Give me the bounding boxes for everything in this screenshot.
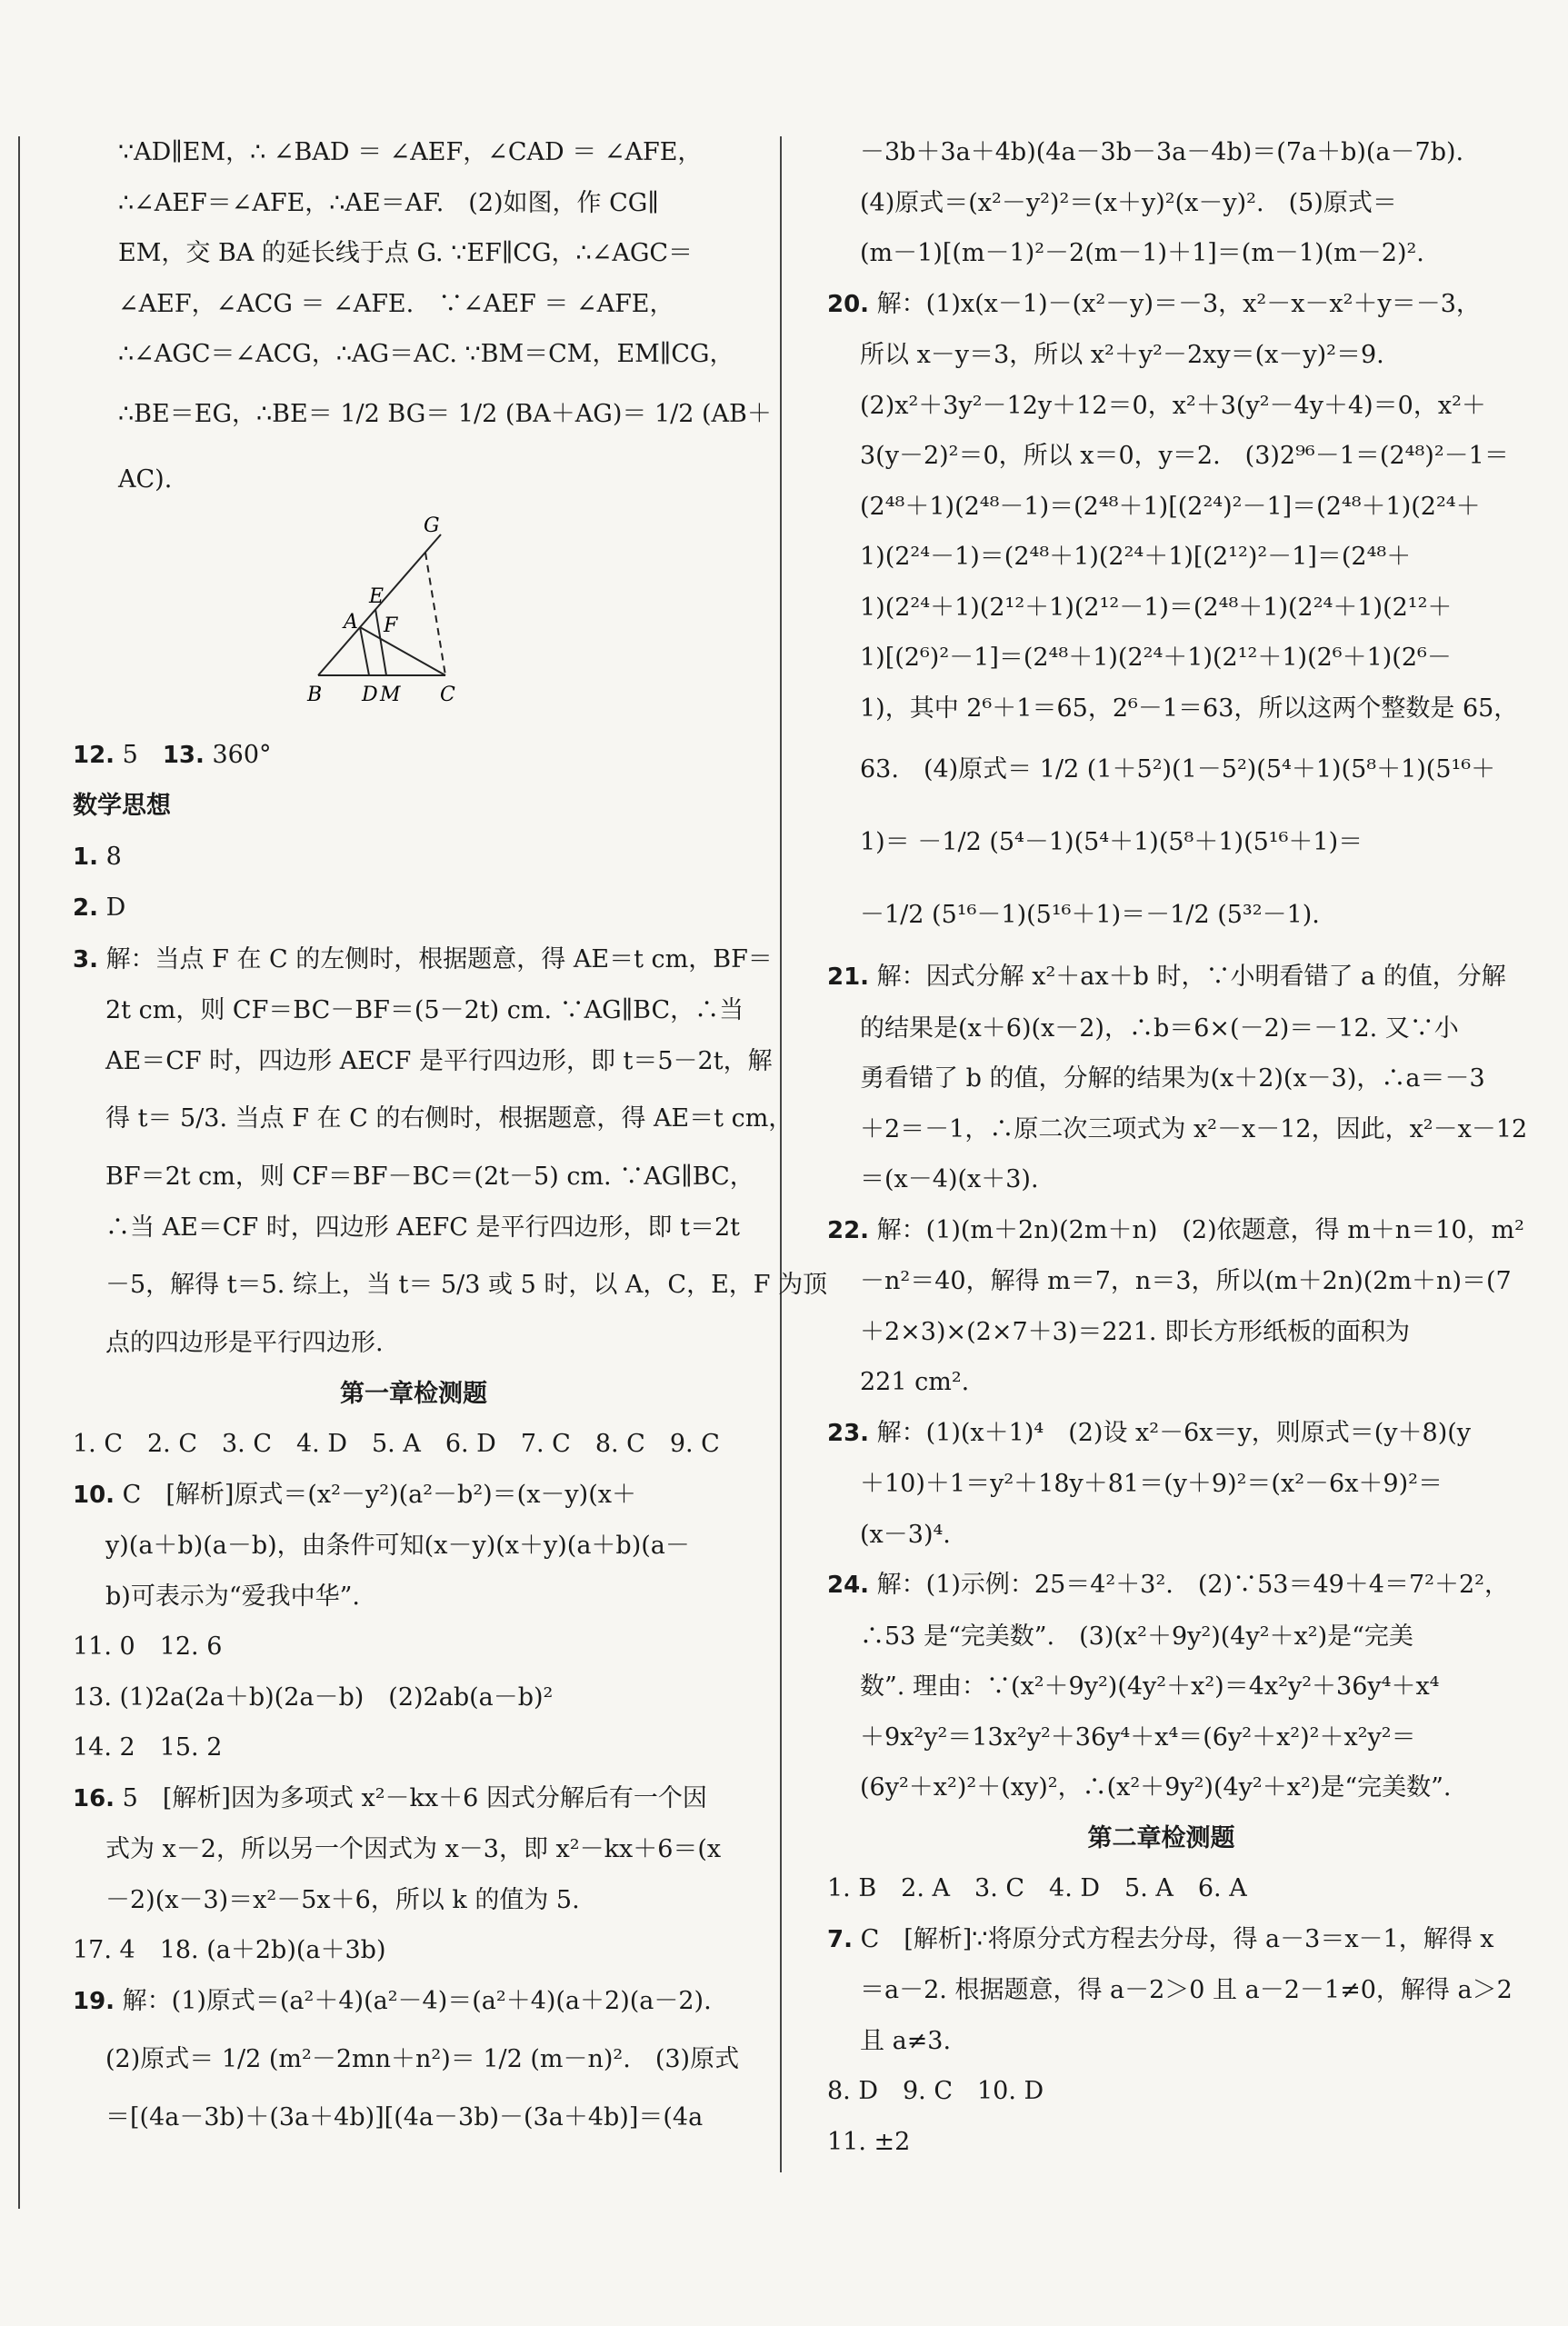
- q20-body: [827, 330, 1519, 952]
- ch2-q7-first: 7. C [解析]∵将原分式方程去分母，得 a－3＝x－1，解得 x: [827, 1924, 1494, 1953]
- text-line: ＝a－2. 根据题意，得 a－2＞0 且 a－2－1≠0，解得 a＞2: [860, 1976, 1513, 2004]
- q21-body: [827, 1003, 1528, 1205]
- ch1-q16-first: 16. 5 [解析]因为多项式 x²－kx＋6 因式分解后有一个因: [73, 1783, 707, 1812]
- answer-2: 2. D: [73, 893, 126, 922]
- segment-cg: [425, 553, 445, 675]
- text-line: 1)(2²⁴＋1)(2¹²＋1)(2¹²－1)＝(2⁴⁸＋1)(2²⁴＋1)(2¹²＋: [860, 593, 1453, 622]
- text-line: ＋2×3)×(2×7＋3)＝221. 即长方形纸板的面积为: [860, 1317, 1411, 1346]
- text-line: (6y²＋x²)²＋(xy)²，∴(x²＋9y²)(4y²＋x²)是“完美数”.: [860, 1773, 1452, 1802]
- text-line: ∴53 是“完美数”. (3)(x²＋9y²)(4y²＋x²)是“完美: [860, 1622, 1413, 1651]
- ch1-q19-first: 19. 解：(1)原式＝(a²＋4)(a²－4)＝(a²＋4)(a＋2)(a－2).: [73, 1986, 712, 2015]
- text-line: ＝[(4a－3b)＋(3a＋4b)][(4a－3b)－(3a＋4b)]＝(4a: [105, 2103, 704, 2131]
- text-line: －1/2 (5¹⁶－1)(5¹⁶＋1)＝－1/2 (5³²－1).: [860, 901, 1320, 929]
- left-column: [73, 127, 828, 2143]
- label-a: A: [344, 610, 358, 634]
- text-line: 1)，其中 2⁶＋1＝65，2⁶－1＝63，所以这两个整数是 65，: [860, 694, 1519, 723]
- ch2-answers-1-6: 1. B 2. A 3. C 4. D 5. A 6. A: [827, 1874, 1247, 1902]
- text-line: 3(y－2)²＝0，所以 x＝0，y＝2. (3)2⁹⁶－1＝(2⁴⁸)²－1＝: [860, 442, 1509, 470]
- continued-solution: [73, 127, 772, 512]
- q23-body: [827, 1459, 1495, 1560]
- text-line: 点的四边形是平行四边形.: [105, 1329, 384, 1357]
- q24-first: 24. 解：(1)示例：25＝4²＋3². (2)∵53＝49＋4＝7²＋2²，: [827, 1571, 1509, 1599]
- column-divider: [780, 136, 782, 2172]
- ch1-answers-1-9: 1. C 2. C 3. C 4. D 5. A 6. D 7. C 8. C 9. C: [73, 1430, 720, 1458]
- text-line: 得 t＝ 5/3. 当点 F 在 C 的右侧时，根据题意，得 AE＝t cm，: [105, 1104, 794, 1133]
- q23-first: 23. 解：(1)(x＋1)⁴ (2)设 x²－6x＝y，则原式＝(y＋8)(y: [827, 1418, 1472, 1447]
- ch1-q13: 13. (1)2a(2a＋b)(2a－b) (2)2ab(a－b)²: [73, 1682, 554, 1712]
- text-line: (m－1)[(m－1)²－2(m－1)＋1]＝(m－1)(m－2)².: [860, 239, 1424, 267]
- text-line: (2⁴⁸＋1)(2⁴⁸－1)＝(2⁴⁸＋1)[(2²⁴)²－1]＝(2⁴⁸＋1)(2²⁴＋: [860, 492, 1481, 521]
- text-line: －n²＝40，解得 m＝7，n＝3，所以(m＋2n)(2m＋n)＝(7: [860, 1267, 1512, 1295]
- answer-3-body: [73, 985, 828, 1369]
- answer-1: 1. 8: [73, 842, 122, 871]
- text-line: b)可表示为“爱我中华”.: [105, 1582, 361, 1611]
- text-line: ＝(x－4)(x＋3).: [860, 1165, 1039, 1193]
- text-line: ∠AEF，∠ACG ＝ ∠AFE. ∵∠AEF ＝ ∠AFE，: [118, 289, 674, 318]
- continued-19: [827, 127, 1495, 279]
- q22-body: [827, 1256, 1512, 1408]
- segment-ac: [360, 627, 445, 675]
- answers-12-13: 12. 5 13. 360°: [73, 740, 272, 769]
- text-line: EM，交 BA 的延长线于点 G. ∵EF∥CG，∴∠AGC＝: [118, 239, 694, 267]
- text-line: 式为 x－2，所以另一个因式为 x－3，即 x²－kx＋6＝(x: [105, 1835, 722, 1863]
- text-line: (2)原式＝ 1/2 (m²－2mn＋n²)＝ 1/2 (m－n)². (3)原式: [105, 2045, 740, 2073]
- text-line: (2)x²＋3y²－12y＋12＝0，x²＋3(y²－4y＋4)＝0，x²＋: [860, 391, 1486, 420]
- text-line: －5，解得 t＝5. 综上，当 t＝ 5/3 或 5 时，以 A，C，E，F 为顶: [105, 1271, 828, 1299]
- q24-body: [827, 1612, 1495, 1813]
- text-line: (x－3)⁴.: [860, 1520, 951, 1549]
- label-b: B: [307, 683, 323, 706]
- label-d: D: [362, 683, 378, 706]
- text-line: 1)[(2⁶)²－1]＝(2⁴⁸＋1)(2²⁴＋1)(2¹²＋1)(2⁶＋1)(2⁶－: [860, 644, 1452, 672]
- ch1-q16-body: [73, 1824, 754, 1925]
- text-line: 所以 x－y＝3，所以 x²＋y²－2xy＝(x－y)²＝9.: [860, 341, 1384, 369]
- left-margin-rule: [18, 136, 20, 2209]
- ch1-q19-body: [73, 2027, 754, 2143]
- ch1-q17-18: 17. 4 18. (a＋2b)(a＋3b): [73, 1936, 386, 1964]
- segment-ad: [360, 627, 369, 675]
- chapter-2-title: 第二章检测题: [1087, 1823, 1235, 1852]
- text-line: 的结果是(x＋6)(x－2)，∴b＝6×(－2)＝－12. 又∵小: [860, 1013, 1459, 1043]
- text-line: ＋2＝－1，∴原二次三项式为 x²－x－12，因此，x²－x－12: [860, 1114, 1528, 1143]
- ch2-q7-body: [827, 1965, 1513, 2066]
- geometry-figure: [73, 512, 754, 730]
- text-line: ∴当 AE＝CF 时，四边形 AEFC 是平行四边形，即 t＝2t: [105, 1213, 740, 1242]
- text-line: 1)＝ －1/2 (5⁴－1)(5⁴＋1)(5⁸＋1)(5¹⁶＋1)＝: [860, 828, 1363, 856]
- text-line: －2)(x－3)＝x²－5x＋6，所以 k 的值为 5.: [105, 1885, 580, 1914]
- text-line: ＋10)＋1＝y²＋18y＋81＝(y＋9)²＝(x²－6x＋9)²＝: [860, 1470, 1443, 1498]
- text-line: ∴BE＝EG，∴BE＝ 1/2 BG＝ 1/2 (BA＋AG)＝ 1/2 (AB＋: [118, 399, 772, 428]
- label-m: M: [380, 683, 401, 706]
- text-line: BF＝2t cm，则 CF＝BF－BC＝(2t－5) cm. ∵AG∥BC，: [105, 1163, 754, 1191]
- q21-first: 21. 解：因式分解 x²＋ax＋b 时，∵小明看错了 a 的值，分解: [827, 963, 1506, 991]
- triangle-diagram: [300, 512, 536, 730]
- label-e: E: [369, 584, 385, 608]
- q22-first: 22. 解：(1)(m＋2n)(2m＋n) (2)依题意，得 m＋n＝10，m²: [827, 1215, 1524, 1244]
- text-line: 2t cm，则 CF＝BC－BF＝(5－2t) cm. ∵AG∥BC，∴当: [105, 996, 744, 1024]
- ch1-q14-15: 14. 2 15. 2: [73, 1733, 223, 1762]
- answer-3-first: 3. 解：当点 F 在 C 的左侧时，根据题意，得 AE＝t cm，BF＝: [73, 944, 773, 973]
- text-line: 1)(2²⁴－1)＝(2⁴⁸＋1)(2²⁴＋1)[(2¹²)²－1]＝(2⁴⁸＋: [860, 543, 1412, 571]
- chapter-1-title: 第一章检测题: [340, 1379, 487, 1408]
- text-line: ∵AD∥EM，∴ ∠BAD ＝ ∠AEF，∠CAD ＝ ∠AFE，: [118, 138, 703, 166]
- text-line: ∴∠AEF＝∠AFE，∴AE＝AF. (2)如图，作 CG∥: [118, 188, 659, 217]
- label-f: F: [384, 614, 398, 637]
- right-column: [827, 127, 1528, 2167]
- ch1-q10-body: [73, 1521, 754, 1622]
- text-line: AE＝CF 时，四边形 AECF 是平行四边形，即 t＝5－2t，解: [105, 1046, 773, 1075]
- text-line: 且 a≠3.: [860, 2026, 952, 2055]
- text-line: AC).: [118, 464, 173, 494]
- q20-first: 20. 解：(1)x(x－1)－(x²－y)＝－3，x²－x－x²＋y＝－3，: [827, 289, 1481, 318]
- text-line: ＋9x²y²＝13x²y²＋36y⁴＋x⁴＝(6y²＋x²)²＋x²y²＝: [860, 1722, 1416, 1752]
- ch2-q11: 11. ±2: [827, 2127, 911, 2156]
- ch1-q11-12: 11. 0 12. 6: [73, 1632, 223, 1661]
- label-g: G: [424, 514, 440, 537]
- text-line: (4)原式＝(x²－y²)²＝(x＋y)²(x－y)². (5)原式＝: [860, 188, 1397, 217]
- ch1-q10-first: 10. C [解析]原式＝(x²－y²)(a²－b²)＝(x－y)(x＋: [73, 1480, 636, 1509]
- text-line: 221 cm².: [860, 1368, 970, 1396]
- text-line: 63. (4)原式＝ 1/2 (1＋5²)(1－5²)(5⁴＋1)(5⁸＋1)(5¹⁶＋: [860, 755, 1496, 784]
- label-c: C: [440, 683, 455, 706]
- ch2-q8-10: 8. D 9. C 10. D: [827, 2077, 1044, 2105]
- text-line: 勇看错了 b 的值，分解的结果为(x＋2)(x－3)，∴a＝－3: [860, 1064, 1485, 1093]
- text-line: y)(a＋b)(a－b)，由条件可知(x－y)(x＋y)(a＋b)(a－: [105, 1532, 690, 1560]
- section-title-math-thinking: 数学思想: [73, 792, 171, 820]
- text-line: 数”. 理由：∵(x²＋9y²)(4y²＋x²)＝4x²y²＋36y⁴＋x⁴: [860, 1672, 1440, 1701]
- text-line: ∴∠AGC＝∠ACG，∴AG＝AC. ∵BM＝CM，EM∥CG，: [118, 340, 734, 368]
- text-line: －3b＋3a＋4b)(4a－3b－3a－4b)＝(7a＋b)(a－7b).: [860, 138, 1464, 166]
